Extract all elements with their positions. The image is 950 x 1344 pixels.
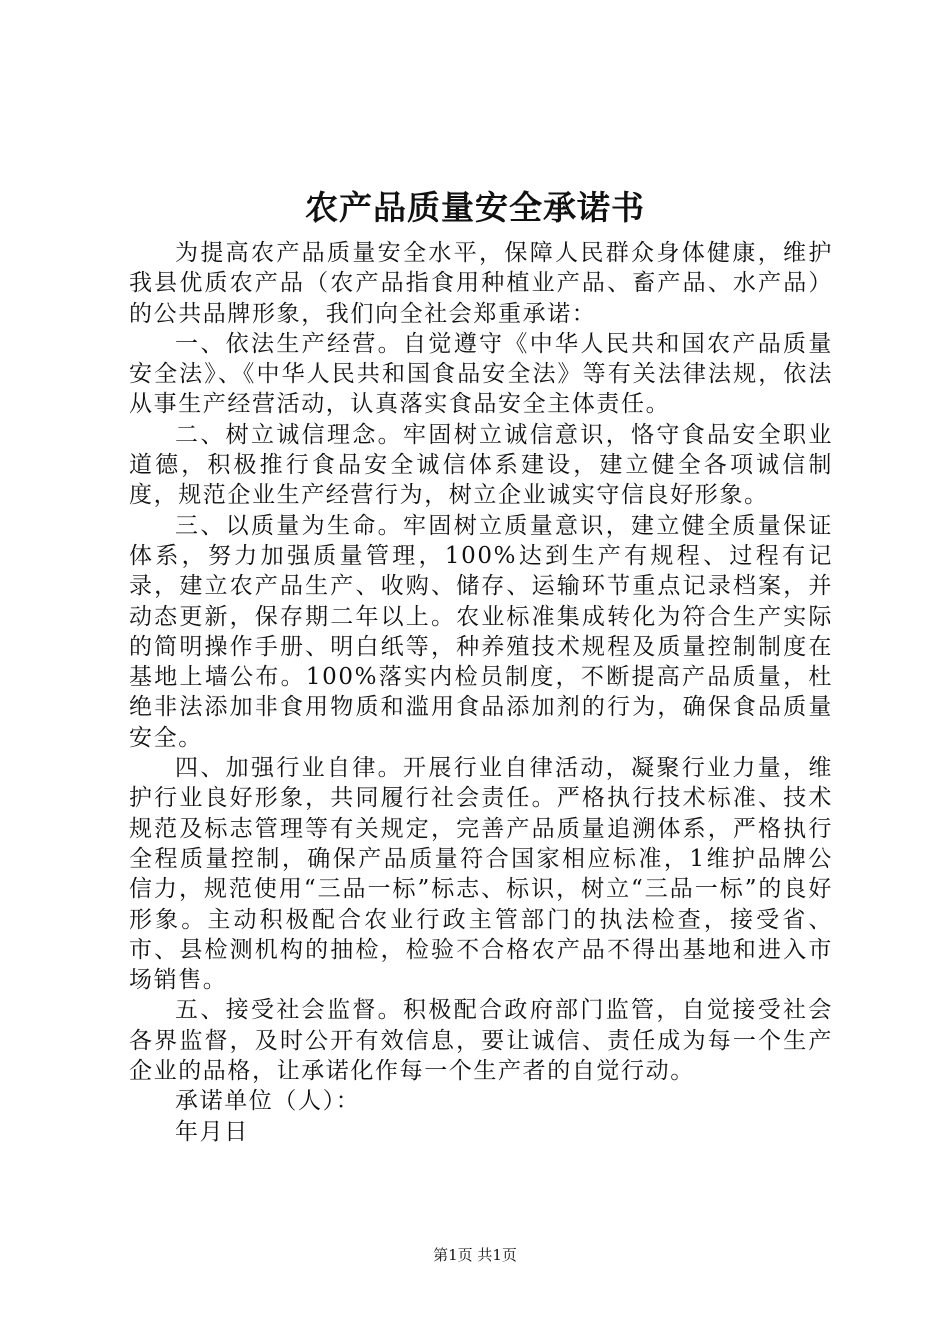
paragraph-item-4: 四、加强行业自律。开展行业自律活动，凝聚行业力量，维护行业良好形象，共同履行社会责任。严格执行技术标准、技术规范及标志管理等有关规定，完善产品质量追溯体系，严格执行全程质量控制，确保产品质量符合国家相应标准，1维护品牌公信力，规范使用“三品一标”标志、标识，树立“三品一标”的良好形象。主动积极配合农业行政主管部门的执法检查，接受省、市、县检测机构的抽检，检验不合格农产品不得出基地和进入市场销售。	[129, 755, 833, 994]
page-number-footer: 第1页 共1页	[433, 1246, 517, 1264]
document-title: 农产品质量安全承诺书	[305, 188, 645, 227]
signature-line: 承诺单位（人）：	[175, 1088, 361, 1115]
paragraph-item-3: 三、以质量为生命。牢固树立质量意识，建立健全质量保证体系，努力加强质量管理，100%达到生产有规程、过程有记录，建立农产品生产、收购、储存、运输环节重点记录档案，并动态更新，保存期二年以上。农业标准集成转化为符合生产实际的简明操作手册、明白纸等，种养殖技术规程及质量控制制度在基地上墙公布。100%落实内检员制度，不断提高产品质量，杜绝非法添加非食用物质和滥用食品添加剂的行为，确保食品质量安全。	[129, 512, 833, 751]
paragraph-item-1: 一、依法生产经营。自觉遵守《中华人民共和国农产品质量安全法》、《中华人民共和国食品安全法》等有关法律法规，依法从事生产经营活动，认真落实食品安全主体责任。	[129, 330, 833, 418]
paragraph-item-5: 五、接受社会监督。积极配合政府部门监管，自觉接受社会各界监督，及时公开有效信息，要让诚信、责任成为每一个生产企业的品格，让承诺化作每一个生产者的自觉行动。	[129, 997, 833, 1085]
paragraph-intro: 为提高农产品质量安全水平，保障人民群众身体健康，维护我县优质农产品（农产品指食用种植业产品、畜产品、水产品）的公共品牌形象，我们向全社会郑重承诺：	[129, 240, 833, 327]
document-body	[129, 238, 833, 1147]
paragraph-item-2: 二、树立诚信理念。牢固树立诚信意识，恪守食品安全职业道德，积极推行食品安全诚信体系建设，建立健全各项诚信制度，规范企业生产经营行为，树立企业诚实守信良好形象。	[129, 421, 833, 509]
date-line: 年月日	[175, 1118, 249, 1145]
